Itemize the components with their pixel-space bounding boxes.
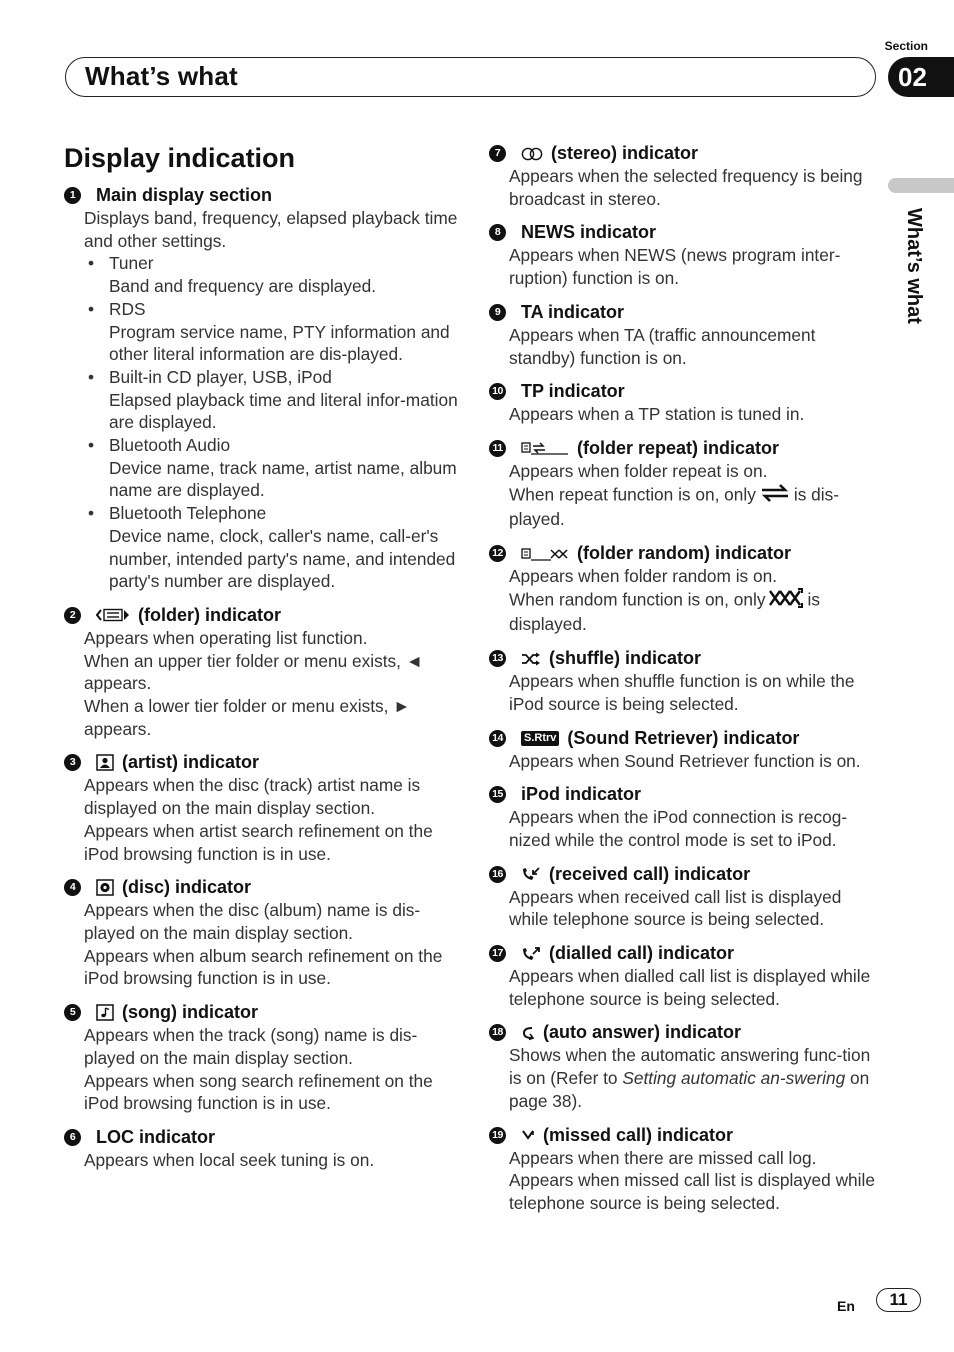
description-line: Appears when album search refinement on the iPod browsing function is in use. bbox=[84, 945, 443, 989]
entry-title-text: NEWS indicator bbox=[521, 222, 657, 243]
entry-title bbox=[64, 1126, 459, 1149]
entry-number-badge: 2 bbox=[64, 607, 81, 624]
entry-title-text: TP indicator bbox=[521, 381, 625, 402]
stereo-icon bbox=[521, 147, 543, 161]
indicator-entry bbox=[489, 863, 884, 931]
source-detail: Program service name, PTY information and other literal information are dis-played. bbox=[109, 321, 450, 365]
folder-random-icon bbox=[521, 547, 569, 561]
description-line: Appears when dialled call list is displayed while telephone source is being selected. bbox=[509, 966, 871, 1009]
entry-title-text: (missed call) indicator bbox=[543, 1124, 734, 1145]
description-line: Appears when the selected frequency is being broadcast in stereo. bbox=[509, 166, 863, 209]
section-label: Section bbox=[884, 39, 928, 53]
entry-title-text: (folder) indicator bbox=[138, 604, 281, 625]
description-line bbox=[509, 1044, 884, 1112]
description-line: Appears when local seek tuning is on. bbox=[84, 1149, 375, 1170]
entry-number-badge: 8 bbox=[489, 224, 506, 241]
entry-title bbox=[489, 1124, 884, 1147]
entry-number-badge: 10 bbox=[489, 383, 506, 400]
description-line: Appears when song search refinement on the iPod browsing function is in use. bbox=[84, 1070, 433, 1114]
description-line: Appears when the track (song) name is dis-played on the main display section. bbox=[84, 1025, 418, 1068]
indicator-entry bbox=[489, 380, 884, 426]
description-line: Appears when missed call list is displayed while telephone source is being selected. bbox=[509, 1170, 875, 1213]
song-icon bbox=[96, 1004, 114, 1021]
rich-text-after: on page 38). bbox=[509, 1068, 870, 1111]
entry-number-badge: 1 bbox=[64, 187, 81, 204]
entry-title-text: (shuffle) indicator bbox=[549, 648, 701, 669]
description-line: Appears when the disc (track) artist name is displayed on the main display section. bbox=[84, 775, 421, 819]
entry-number-badge: 12 bbox=[489, 545, 506, 562]
entry-description bbox=[509, 1147, 884, 1215]
entry-number-badge: 3 bbox=[64, 754, 81, 771]
entry-title-text: Main display section bbox=[96, 185, 273, 205]
source-name: • Tuner bbox=[109, 253, 154, 274]
entry-title bbox=[64, 184, 459, 207]
entry-description bbox=[509, 403, 884, 426]
description-line: Appears when a TP station is tuned in. bbox=[509, 404, 805, 425]
entry-number-badge: 16 bbox=[489, 866, 506, 883]
side-tab bbox=[888, 178, 954, 193]
indicator-entry bbox=[489, 301, 884, 369]
source-list-item bbox=[84, 434, 459, 502]
entry-title-text: (disc) indicator bbox=[122, 877, 252, 898]
entry-description bbox=[509, 886, 884, 931]
entry-title-text: TA indicator bbox=[521, 301, 624, 322]
inline-text-after: is displayed. bbox=[509, 589, 820, 635]
entry-title-text: iPod indicator bbox=[521, 784, 642, 805]
page-heading: Display indication bbox=[64, 143, 296, 173]
description-line: Appears when folder random is on. bbox=[509, 566, 778, 587]
entry-description bbox=[509, 965, 884, 1010]
entry-title-text: (auto answer) indicator bbox=[543, 1022, 742, 1043]
entry-description bbox=[509, 324, 884, 369]
inline-text-before: When random function is on, only bbox=[509, 589, 766, 610]
section-badge: 02 bbox=[888, 57, 954, 97]
page-number: 11 bbox=[876, 1288, 921, 1312]
repeat-icon bbox=[759, 483, 791, 509]
entry-title bbox=[489, 542, 884, 565]
entry-description bbox=[509, 460, 884, 531]
entry-title-text: (Sound Retriever) indicator bbox=[567, 727, 800, 748]
description-line: Appears when received call list is displayed while telephone source is being selected. bbox=[509, 886, 842, 930]
disc-icon bbox=[96, 879, 114, 896]
inline-text-after: is dis-played. bbox=[509, 484, 840, 530]
entry-title-text: (stereo) indicator bbox=[551, 143, 699, 163]
indicator-entry bbox=[489, 1021, 884, 1112]
entry-description bbox=[84, 1024, 459, 1115]
entry-description bbox=[509, 165, 884, 210]
entry-title-text: (song) indicator bbox=[122, 1002, 258, 1023]
entry-title bbox=[489, 301, 884, 324]
indicator-entry bbox=[489, 783, 884, 851]
entry-number-badge: 7 bbox=[489, 145, 506, 162]
entry-title bbox=[489, 380, 884, 403]
entry-title bbox=[64, 751, 459, 774]
entry-number-badge: 6 bbox=[64, 1129, 81, 1146]
right-column bbox=[489, 140, 884, 1226]
entry-number-badge: 19 bbox=[489, 1127, 506, 1144]
entry-title bbox=[489, 863, 884, 886]
folder-list-icon bbox=[96, 608, 130, 622]
entry-description bbox=[509, 244, 884, 289]
entry-number-badge: 15 bbox=[489, 786, 506, 803]
auto-answer-icon bbox=[521, 1025, 535, 1041]
entry-title bbox=[489, 942, 884, 965]
entry-description bbox=[84, 774, 459, 865]
entry-description bbox=[84, 627, 459, 741]
source-name: • Bluetooth Telephone bbox=[109, 503, 267, 524]
entry-title bbox=[489, 647, 884, 670]
entry-title bbox=[489, 727, 884, 750]
description-line: Appears when TA (traffic announcement standby) function is on. bbox=[509, 324, 816, 368]
entry-title bbox=[64, 876, 459, 899]
rich-text-before: Shows when the automatic answering func-tion is on (Refer to bbox=[509, 1045, 871, 1089]
description-line: Appears when Sound Retriever function is on. bbox=[509, 750, 861, 771]
indicator-entry bbox=[489, 542, 884, 636]
description-line: Appears when the iPod connection is recog-nized while the control mode is set to iPod. bbox=[509, 807, 848, 850]
description-line-with-icon bbox=[509, 483, 884, 531]
entry-description bbox=[84, 1149, 459, 1172]
source-list-item bbox=[84, 298, 459, 366]
indicator-entry bbox=[489, 942, 884, 1010]
description-line: Appears when artist search refinement on the iPod browsing function is in use. bbox=[84, 820, 433, 864]
entry-number-badge: 5 bbox=[64, 1004, 81, 1021]
description-line: Appears when folder repeat is on. bbox=[509, 460, 768, 481]
cross-reference: Setting automatic an-swering bbox=[622, 1068, 846, 1089]
source-detail: Device name, clock, caller's name, call-er's number, intended party's name, and intended party's number are displayed. bbox=[109, 525, 456, 592]
entry-title bbox=[489, 142, 884, 165]
source-detail: Band and frequency are displayed. bbox=[109, 276, 377, 297]
indicator-entry bbox=[64, 604, 459, 741]
indicator-entry bbox=[64, 751, 459, 865]
left-column bbox=[64, 140, 459, 1183]
received-call-icon bbox=[521, 866, 541, 882]
right-entries bbox=[489, 142, 884, 1215]
description-line: Appears when there are missed call log. bbox=[509, 1147, 817, 1168]
header-title: What’s what bbox=[85, 61, 238, 91]
left-entries bbox=[64, 184, 459, 1172]
description-line: Appears when shuffle function is on while the iPod source is being selected. bbox=[509, 671, 855, 714]
entry-title-text: LOC indicator bbox=[96, 1126, 216, 1147]
entry-number-badge: 14 bbox=[489, 730, 506, 747]
indicator-entry bbox=[489, 142, 884, 210]
indicator-entry bbox=[64, 184, 459, 593]
entry-description bbox=[84, 899, 459, 990]
source-list bbox=[84, 252, 459, 593]
shuffle-icon bbox=[521, 652, 541, 666]
indicator-entry bbox=[489, 647, 884, 715]
entry-title-text: (received call) indicator bbox=[549, 863, 751, 884]
description-line: When a lower tier folder or menu exists, ► appears. bbox=[84, 696, 411, 739]
description-line: Appears when the disc (album) name is dis-played on the main display section. bbox=[84, 900, 421, 943]
side-tab-label: What’s what bbox=[903, 208, 925, 324]
entry-title-text: (folder random) indicator bbox=[577, 543, 792, 564]
indicator-entry bbox=[489, 437, 884, 531]
entry-description bbox=[509, 1044, 884, 1112]
source-detail: Device name, track name, artist name, album name are displayed. bbox=[109, 457, 457, 501]
entry-description bbox=[509, 670, 884, 715]
entry-number-badge: 11 bbox=[489, 440, 506, 457]
dialled-call-icon bbox=[521, 946, 541, 962]
source-name: • Bluetooth Audio bbox=[109, 435, 231, 456]
description-line: Appears when operating list function. bbox=[84, 627, 368, 648]
entry-title bbox=[489, 437, 884, 460]
entry-title bbox=[489, 783, 884, 806]
entry-description bbox=[509, 806, 884, 851]
description-line: Appears when NEWS (news program inter-ruption) function is on. bbox=[509, 245, 841, 289]
entry-title-text: (artist) indicator bbox=[122, 752, 260, 773]
entry-title bbox=[64, 1001, 459, 1024]
entry-title-text: (folder repeat) indicator bbox=[577, 437, 780, 458]
description-line-with-icon bbox=[509, 588, 884, 636]
source-name: • Built-in CD player, USB, iPod bbox=[109, 366, 332, 387]
source-list-item bbox=[84, 366, 459, 434]
footer-language: En bbox=[837, 1298, 855, 1314]
entry-title bbox=[489, 1021, 884, 1044]
description-line: When an upper tier folder or menu exists, ◄ appears. bbox=[84, 650, 423, 694]
indicator-entry bbox=[489, 727, 884, 773]
indicator-entry bbox=[64, 876, 459, 990]
entry-number-badge: 17 bbox=[489, 945, 506, 962]
entry-title bbox=[64, 604, 459, 627]
indicator-entry bbox=[64, 1001, 459, 1115]
entry-number-badge: 13 bbox=[489, 650, 506, 667]
header-bar bbox=[65, 57, 876, 97]
indicator-entry bbox=[489, 221, 884, 289]
entry-description bbox=[84, 207, 459, 593]
source-list-item bbox=[84, 502, 459, 593]
source-name: • RDS bbox=[109, 298, 146, 319]
entry-title bbox=[489, 221, 884, 244]
description-line: Displays band, frequency, elapsed playback time and other settings. bbox=[84, 208, 458, 251]
sound-retriever-icon: S.Rtrv bbox=[521, 731, 559, 746]
missed-call-icon bbox=[521, 1128, 535, 1142]
entry-number-badge: 4 bbox=[64, 879, 81, 896]
inline-text-before: When repeat function is on, only bbox=[509, 484, 756, 505]
entry-number-badge: 9 bbox=[489, 304, 506, 321]
entry-number-badge: 18 bbox=[489, 1024, 506, 1041]
folder-repeat-icon bbox=[521, 441, 569, 455]
entry-description bbox=[509, 750, 884, 773]
source-detail: Elapsed playback time and literal infor-mation are displayed. bbox=[109, 389, 458, 433]
random-icon bbox=[768, 588, 804, 614]
entry-title-text: (dialled call) indicator bbox=[549, 943, 735, 964]
entry-description bbox=[509, 565, 884, 636]
artist-icon bbox=[96, 754, 114, 771]
indicator-entry bbox=[489, 1124, 884, 1215]
indicator-entry bbox=[64, 1126, 459, 1172]
source-list-item bbox=[84, 252, 459, 297]
